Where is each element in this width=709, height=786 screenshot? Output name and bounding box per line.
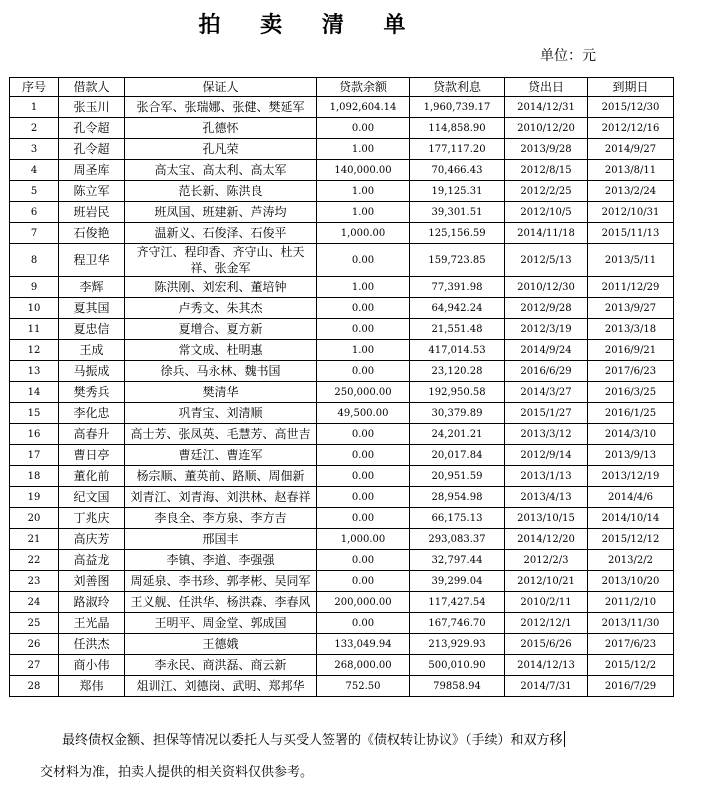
cell-guarantors: 高士芳、张凤英、毛慧芳、高世吉	[125, 424, 317, 445]
cell-borrower: 樊秀兵	[59, 382, 125, 403]
cell-guarantors: 李永民、商洪磊、商云新	[125, 655, 317, 676]
cell-interest: 32,797.44	[410, 550, 505, 571]
table-row	[10, 550, 674, 571]
table-body	[10, 97, 674, 697]
cell-loan-date: 2014/12/20	[505, 529, 588, 550]
cell-due-date: 2013/5/11	[588, 244, 674, 277]
cell-due-date: 2015/12/2	[588, 655, 674, 676]
cell-interest: 500,010.90	[410, 655, 505, 676]
cell-borrower: 李化忠	[59, 403, 125, 424]
cell-loan-date: 2012/9/14	[505, 445, 588, 466]
cell-no: 6	[10, 202, 59, 223]
cell-balance: 0.00	[317, 445, 410, 466]
cell-due-date: 2013/2/24	[588, 181, 674, 202]
cell-loan-date: 2010/2/11	[505, 592, 588, 613]
cell-borrower: 夏忠信	[59, 319, 125, 340]
cell-due-date: 2015/11/13	[588, 223, 674, 244]
cell-balance: 1.00	[317, 139, 410, 160]
cell-borrower: 孔令超	[59, 139, 125, 160]
cell-no: 4	[10, 160, 59, 181]
table-row	[10, 508, 674, 529]
cell-interest: 19,125.31	[410, 181, 505, 202]
note-line-2: 交材料为准，拍卖人提供的相关资料仅供参考。	[40, 765, 314, 780]
cell-balance: 133,049.94	[317, 634, 410, 655]
cell-due-date: 2014/4/6	[588, 487, 674, 508]
table-row	[10, 118, 674, 139]
cell-balance: 1.00	[317, 340, 410, 361]
cell-due-date: 2013/9/27	[588, 298, 674, 319]
cell-interest: 159,723.85	[410, 244, 505, 277]
cell-guarantors: 俎训江、刘德岗、武明、郑邦华	[125, 676, 317, 697]
cell-borrower: 李辉	[59, 277, 125, 298]
cell-due-date: 2013/3/18	[588, 319, 674, 340]
cell-balance: 200,000.00	[317, 592, 410, 613]
cell-no: 28	[10, 676, 59, 697]
table-row	[10, 487, 674, 508]
cell-interest: 70,466.43	[410, 160, 505, 181]
note-line-1-text: 最终债权金额、担保等情况以委托人与买受人签署的《债权转让协议》（手续）和双方移	[62, 733, 563, 748]
cell-no: 3	[10, 139, 59, 160]
cell-balance: 0.00	[317, 424, 410, 445]
table-row	[10, 571, 674, 592]
cell-no: 25	[10, 613, 59, 634]
cell-interest: 39,301.51	[410, 202, 505, 223]
cell-balance: 0.00	[317, 550, 410, 571]
cell-due-date: 2013/9/13	[588, 445, 674, 466]
table-row	[10, 592, 674, 613]
cell-guarantors: 李良全、李方泉、李方吉	[125, 508, 317, 529]
text-cursor	[564, 731, 565, 747]
cell-balance: 1.00	[317, 277, 410, 298]
cell-balance: 1,092,604.14	[317, 97, 410, 118]
cell-balance: 49,500.00	[317, 403, 410, 424]
cell-no: 11	[10, 319, 59, 340]
table-header-row	[10, 78, 674, 97]
cell-interest: 20,017.84	[410, 445, 505, 466]
cell-no: 14	[10, 382, 59, 403]
cell-borrower: 王成	[59, 340, 125, 361]
cell-loan-date: 2014/9/24	[505, 340, 588, 361]
cell-guarantors: 孔德怀	[125, 118, 317, 139]
unit-label: 单位：元	[540, 48, 596, 64]
cell-borrower: 周圣库	[59, 160, 125, 181]
page-title: 拍 卖 清 单	[198, 12, 422, 38]
cell-guarantors: 曹廷江、曹连军	[125, 445, 317, 466]
table-row	[10, 382, 674, 403]
table-row	[10, 202, 674, 223]
table-row	[10, 361, 674, 382]
cell-due-date: 2013/2/2	[588, 550, 674, 571]
cell-loan-date: 2015/1/27	[505, 403, 588, 424]
cell-due-date: 2014/10/14	[588, 508, 674, 529]
cell-interest: 1,960,739.17	[410, 97, 505, 118]
cell-loan-date: 2012/2/3	[505, 550, 588, 571]
table-row	[10, 160, 674, 181]
cell-balance: 0.00	[317, 571, 410, 592]
cell-no: 23	[10, 571, 59, 592]
cell-interest: 213,929.93	[410, 634, 505, 655]
cell-borrower: 陈立军	[59, 181, 125, 202]
cell-guarantors: 巩青宝、刘清顺	[125, 403, 317, 424]
cell-borrower: 丁兆庆	[59, 508, 125, 529]
cell-guarantors: 王德娥	[125, 634, 317, 655]
cell-no: 18	[10, 466, 59, 487]
cell-no: 21	[10, 529, 59, 550]
cell-loan-date: 2014/7/31	[505, 676, 588, 697]
header-borrower: 借款人	[59, 78, 125, 97]
cell-loan-date: 2015/6/26	[505, 634, 588, 655]
table-row	[10, 634, 674, 655]
cell-guarantors: 夏增合、夏方新	[125, 319, 317, 340]
table-row	[10, 277, 674, 298]
cell-loan-date: 2014/12/31	[505, 97, 588, 118]
cell-loan-date: 2013/3/12	[505, 424, 588, 445]
cell-no: 24	[10, 592, 59, 613]
cell-balance: 1.00	[317, 181, 410, 202]
cell-loan-date: 2014/11/18	[505, 223, 588, 244]
cell-no: 9	[10, 277, 59, 298]
cell-balance: 268,000.00	[317, 655, 410, 676]
cell-no: 19	[10, 487, 59, 508]
cell-loan-date: 2012/10/5	[505, 202, 588, 223]
cell-guarantors: 刘青江、刘青海、刘洪林、赵春祥	[125, 487, 317, 508]
cell-no: 17	[10, 445, 59, 466]
cell-interest: 417,014.53	[410, 340, 505, 361]
cell-due-date: 2014/9/27	[588, 139, 674, 160]
cell-borrower: 夏其国	[59, 298, 125, 319]
cell-due-date: 2012/12/16	[588, 118, 674, 139]
cell-no: 8	[10, 244, 59, 277]
table-row	[10, 676, 674, 697]
cell-no: 15	[10, 403, 59, 424]
cell-guarantors: 高太宝、高太利、高太军	[125, 160, 317, 181]
cell-borrower: 任洪杰	[59, 634, 125, 655]
cell-balance: 0.00	[317, 118, 410, 139]
cell-no: 16	[10, 424, 59, 445]
cell-due-date: 2016/7/29	[588, 676, 674, 697]
cell-no: 10	[10, 298, 59, 319]
cell-borrower: 石俊艳	[59, 223, 125, 244]
cell-balance: 0.00	[317, 298, 410, 319]
cell-loan-date: 2012/8/15	[505, 160, 588, 181]
cell-loan-date: 2012/12/1	[505, 613, 588, 634]
cell-balance: 752.50	[317, 676, 410, 697]
cell-borrower: 商小伟	[59, 655, 125, 676]
note-line-1[interactable]	[62, 729, 565, 748]
cell-guarantors: 杨宗顺、董英前、路顺、周佃新	[125, 466, 317, 487]
cell-borrower: 纪文国	[59, 487, 125, 508]
cell-due-date: 2013/10/20	[588, 571, 674, 592]
cell-interest: 77,391.98	[410, 277, 505, 298]
cell-loan-date: 2013/4/13	[505, 487, 588, 508]
cell-loan-date: 2010/12/20	[505, 118, 588, 139]
cell-guarantors: 温新义、石俊泽、石俊平	[125, 223, 317, 244]
cell-guarantors: 邢国丰	[125, 529, 317, 550]
cell-guarantors: 周延泉、李书珍、郭孝彬、吴同军	[125, 571, 317, 592]
header-due-date: 到期日	[588, 78, 674, 97]
cell-interest: 167,746.70	[410, 613, 505, 634]
cell-interest: 28,954.98	[410, 487, 505, 508]
cell-interest: 66,175.13	[410, 508, 505, 529]
cell-no: 22	[10, 550, 59, 571]
cell-balance: 0.00	[317, 508, 410, 529]
cell-interest: 114,858.90	[410, 118, 505, 139]
cell-loan-date: 2013/1/13	[505, 466, 588, 487]
cell-interest: 177,117.20	[410, 139, 505, 160]
cell-guarantors: 李镇、李道、李强强	[125, 550, 317, 571]
cell-loan-date: 2016/6/29	[505, 361, 588, 382]
cell-due-date: 2013/12/19	[588, 466, 674, 487]
cell-loan-date: 2012/9/28	[505, 298, 588, 319]
cell-interest: 39,299.04	[410, 571, 505, 592]
cell-due-date: 2016/3/25	[588, 382, 674, 403]
cell-due-date: 2011/12/29	[588, 277, 674, 298]
cell-balance: 250,000.00	[317, 382, 410, 403]
header-guarantors: 保证人	[125, 78, 317, 97]
cell-interest: 192,950.58	[410, 382, 505, 403]
cell-no: 20	[10, 508, 59, 529]
cell-loan-date: 2012/10/21	[505, 571, 588, 592]
cell-no: 1	[10, 97, 59, 118]
table-row	[10, 139, 674, 160]
cell-borrower: 孔令超	[59, 118, 125, 139]
cell-interest: 117,427.54	[410, 592, 505, 613]
table-row	[10, 181, 674, 202]
cell-guarantors: 齐守江、程印香、齐守山、杜天祥、张金军	[125, 244, 317, 277]
table-row	[10, 529, 674, 550]
cell-guarantors: 樊清华	[125, 382, 317, 403]
cell-balance: 0.00	[317, 613, 410, 634]
cell-borrower: 王光晶	[59, 613, 125, 634]
cell-borrower: 马振成	[59, 361, 125, 382]
cell-borrower: 曹日亭	[59, 445, 125, 466]
cell-no: 27	[10, 655, 59, 676]
auction-table	[9, 77, 674, 697]
cell-interest: 24,201.21	[410, 424, 505, 445]
cell-due-date: 2017/6/23	[588, 361, 674, 382]
cell-due-date: 2011/2/10	[588, 592, 674, 613]
table-row	[10, 424, 674, 445]
cell-due-date: 2013/11/30	[588, 613, 674, 634]
cell-borrower: 郑伟	[59, 676, 125, 697]
cell-loan-date: 2012/3/19	[505, 319, 588, 340]
cell-no: 13	[10, 361, 59, 382]
cell-borrower: 高庆芳	[59, 529, 125, 550]
table-row	[10, 298, 674, 319]
cell-guarantors: 徐兵、马永林、魏书国	[125, 361, 317, 382]
cell-no: 12	[10, 340, 59, 361]
cell-interest: 125,156.59	[410, 223, 505, 244]
cell-due-date: 2016/1/25	[588, 403, 674, 424]
cell-guarantors: 范长新、陈洪良	[125, 181, 317, 202]
cell-due-date: 2016/9/21	[588, 340, 674, 361]
cell-guarantors: 常文成、杜明惠	[125, 340, 317, 361]
table-row	[10, 655, 674, 676]
cell-guarantors: 王明平、周金堂、郭成国	[125, 613, 317, 634]
cell-guarantors: 张合军、张瑞娜、张健、樊延军	[125, 97, 317, 118]
cell-balance: 0.00	[317, 466, 410, 487]
table-row	[10, 340, 674, 361]
table-row	[10, 613, 674, 634]
table-row	[10, 466, 674, 487]
table-row	[10, 223, 674, 244]
cell-no: 26	[10, 634, 59, 655]
cell-interest: 21,551.48	[410, 319, 505, 340]
cell-interest: 79858.94	[410, 676, 505, 697]
cell-guarantors: 卢秀文、朱其杰	[125, 298, 317, 319]
cell-interest: 20,951.59	[410, 466, 505, 487]
cell-loan-date: 2012/5/13	[505, 244, 588, 277]
cell-loan-date: 2014/3/27	[505, 382, 588, 403]
header-interest: 贷款利息	[410, 78, 505, 97]
cell-loan-date: 2013/9/28	[505, 139, 588, 160]
cell-due-date: 2017/6/23	[588, 634, 674, 655]
cell-guarantors: 陈洪刚、刘宏利、董培钟	[125, 277, 317, 298]
cell-due-date: 2014/3/10	[588, 424, 674, 445]
cell-borrower: 高春升	[59, 424, 125, 445]
cell-borrower: 高益龙	[59, 550, 125, 571]
header-balance: 贷款余额	[317, 78, 410, 97]
table-row	[10, 97, 674, 118]
cell-guarantors: 班凤国、班建新、芦涛均	[125, 202, 317, 223]
cell-balance: 1,000.00	[317, 223, 410, 244]
cell-borrower: 董化前	[59, 466, 125, 487]
cell-no: 7	[10, 223, 59, 244]
cell-borrower: 程卫华	[59, 244, 125, 277]
cell-borrower: 班岩民	[59, 202, 125, 223]
cell-interest: 23,120.28	[410, 361, 505, 382]
cell-due-date: 2015/12/12	[588, 529, 674, 550]
cell-balance: 1,000.00	[317, 529, 410, 550]
table-row	[10, 244, 674, 277]
cell-due-date: 2015/12/30	[588, 97, 674, 118]
cell-loan-date: 2014/12/13	[505, 655, 588, 676]
cell-balance: 0.00	[317, 487, 410, 508]
header-no: 序号	[10, 78, 59, 97]
cell-interest: 64,942.24	[410, 298, 505, 319]
cell-guarantors: 孔凡荣	[125, 139, 317, 160]
cell-loan-date: 2010/12/30	[505, 277, 588, 298]
cell-due-date: 2013/8/11	[588, 160, 674, 181]
cell-interest: 30,379.89	[410, 403, 505, 424]
header-loan-date: 贷出日	[505, 78, 588, 97]
table-row	[10, 403, 674, 424]
cell-balance: 1.00	[317, 202, 410, 223]
cell-no: 5	[10, 181, 59, 202]
cell-balance: 0.00	[317, 319, 410, 340]
cell-loan-date: 2013/10/15	[505, 508, 588, 529]
cell-borrower: 张玉川	[59, 97, 125, 118]
cell-borrower: 刘善图	[59, 571, 125, 592]
cell-borrower: 路淑玲	[59, 592, 125, 613]
cell-guarantors: 王义舰、任洪华、杨洪森、李春风	[125, 592, 317, 613]
cell-interest: 293,083.37	[410, 529, 505, 550]
cell-loan-date: 2012/2/25	[505, 181, 588, 202]
cell-balance: 140,000.00	[317, 160, 410, 181]
table-row	[10, 319, 674, 340]
cell-balance: 0.00	[317, 244, 410, 277]
cell-balance: 0.00	[317, 361, 410, 382]
cell-no: 2	[10, 118, 59, 139]
table-row	[10, 445, 674, 466]
cell-due-date: 2012/10/31	[588, 202, 674, 223]
